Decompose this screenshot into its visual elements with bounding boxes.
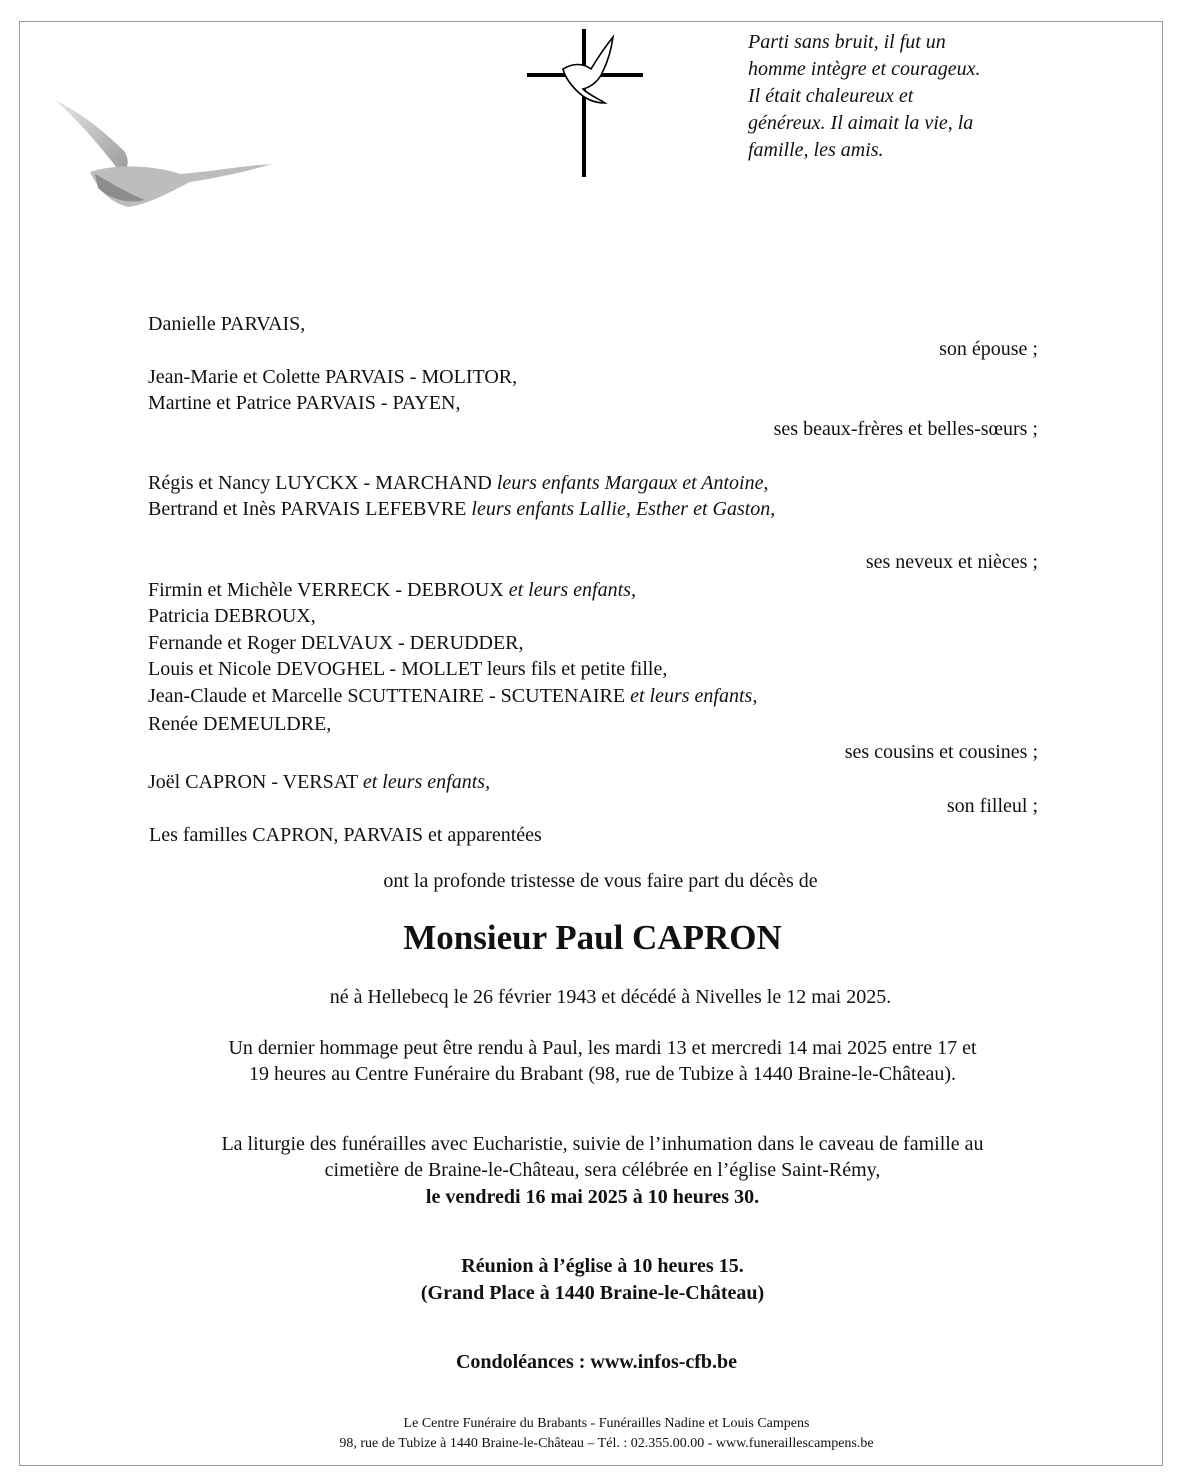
cousin-name: Firmin et Michèle VERRECK - DEBROUX [148, 579, 509, 601]
cousin-name: Jean-Claude et Marcelle SCUTTENAIRE - SCUTENAIRE [148, 685, 631, 707]
nephew-line [148, 498, 775, 521]
footer-line: Le Centre Funéraire du Brabants - Funérailles Nadine et Louis Campens [403, 1416, 810, 1431]
meeting-time: Réunion à l’église à 10 heures 15. [461, 1255, 744, 1277]
nephew-end: , [770, 498, 776, 520]
cousin-note: et leurs enfants, [630, 685, 758, 707]
footer-line: 98, rue de Tubize à 1440 Braine-le-Château – Tél. : 02.355.00.00 - www.funeraillescampens.be [339, 1436, 874, 1451]
tribute-line: Un dernier hommage peut être rendu à Paul, les mardi 13 et mercredi 14 mai 2025 entre 17 et [228, 1037, 977, 1059]
cousin-line [148, 579, 636, 602]
condolences-line: Condoléances : www.infos-cfb.be [455, 1351, 738, 1373]
families-line: Les familles CAPRON, PARVAIS et apparentées [149, 824, 542, 846]
poem-line: Il était chaleureux et [748, 85, 914, 107]
cross-with-dove-icon [525, 29, 645, 177]
godson-name: Joël CAPRON - VERSAT [148, 771, 363, 793]
nephew-line [148, 472, 769, 495]
poem-line: généreux. Il aimait la vie, la [748, 112, 974, 134]
poem-line: Parti sans bruit, il fut un [748, 31, 946, 53]
cousin-line [148, 685, 757, 708]
announcement-intro: ont la profonde tristesse de vous faire part du décès de [383, 870, 818, 892]
nephew-end: , [763, 472, 769, 494]
nephew-name: Régis et Nancy LUYCKX - MARCHAND [148, 472, 497, 494]
inlaw-name: Jean-Marie et Colette PARVAIS - MOLITOR, [148, 366, 518, 388]
birth-death-dates: né à Hellebecq le 26 février 1943 et décédé à Nivelles le 12 mai 2025. [329, 986, 892, 1008]
nephew-name: Bertrand et Inès PARVAIS LEFEBVRE [148, 498, 472, 520]
funeral-date: le vendredi 16 mai 2025 à 10 heures 30. [425, 1186, 760, 1208]
nephew-note: leurs enfants Margaux et Antoine [496, 472, 764, 494]
cousin-line: Renée DEMEULDRE, [148, 713, 332, 735]
poem-line: homme intègre et courageux. [748, 58, 981, 80]
cousins-relation: ses cousins et cousines ; [844, 741, 1038, 763]
godson-note: et leurs enfants, [362, 771, 491, 793]
spouse-relation: son épouse ; [939, 338, 1038, 360]
nephews-relation: ses neveux et nièces ; [865, 551, 1038, 573]
liturgy-line: cimetière de Braine-le-Château, sera célébrée en l’église Saint-Rémy, [324, 1159, 881, 1181]
deceased-name: Monsieur Paul CAPRON [403, 918, 782, 957]
godson-relation: son filleul ; [946, 795, 1038, 817]
poem-line: famille, les amis. [748, 139, 884, 161]
inlaws-relation: ses beaux-frères et belles-sœurs ; [773, 418, 1038, 440]
cousin-line: Louis et Nicole DEVOGHEL - MOLLET leurs fils et petite fille, [148, 658, 668, 680]
tribute-line: 19 heures au Centre Funéraire du Brabant (98, rue de Tubize à 1440 Braine-le-Château). [249, 1063, 956, 1085]
liturgy-line: La liturgie des funérailles avec Eucharistie, suivie de l’inhumation dans le caveau de famille au [221, 1133, 984, 1155]
flying-dove-icon [50, 92, 275, 212]
cousin-line: Fernande et Roger DELVAUX - DERUDDER, [148, 632, 524, 654]
spouse-name: Danielle PARVAIS, [148, 313, 306, 335]
cousin-line: Patricia DEBROUX, [148, 605, 316, 627]
inlaw-name: Martine et Patrice PARVAIS - PAYEN, [148, 392, 461, 414]
meeting-place: (Grand Place à 1440 Braine-le-Château) [420, 1282, 765, 1304]
poem [748, 29, 1068, 164]
godson-line [148, 771, 490, 794]
nephew-note: leurs enfants Lallie, Esther et Gaston [471, 498, 771, 520]
cousin-note: et leurs enfants, [508, 579, 636, 601]
